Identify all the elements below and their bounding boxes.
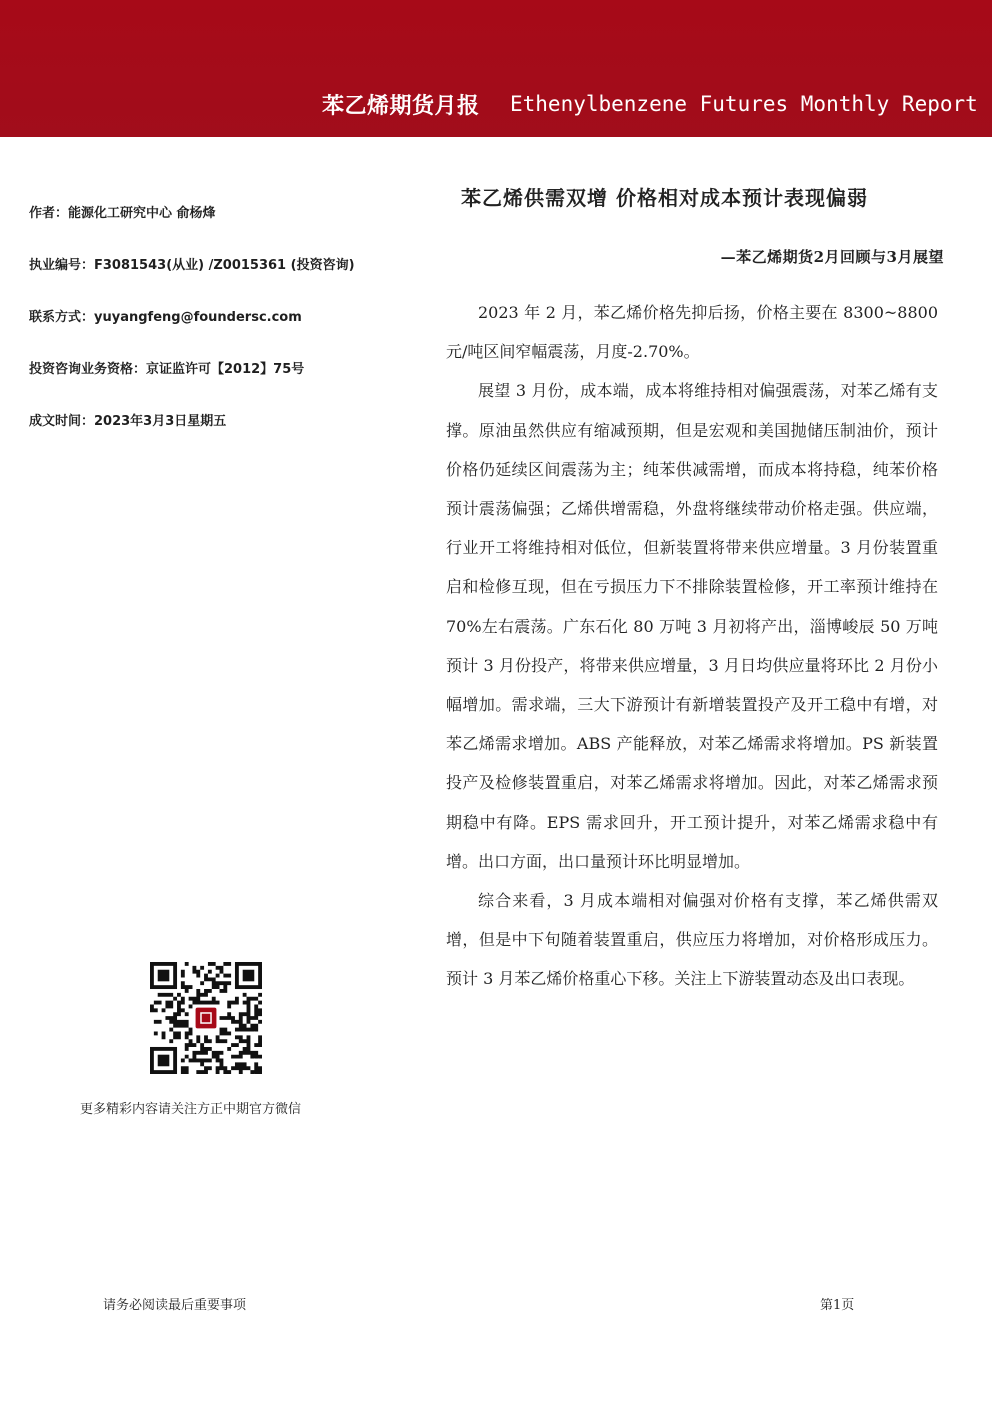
article-subheadline: —苯乙烯期货2月回顾与3月展望 xyxy=(720,248,944,266)
report-title-en: Ethenylbenzene Futures Monthly Report xyxy=(510,92,978,116)
paragraph: 2023 年 2 月，苯乙烯价格先抑后扬，价格主要在 8300~8800 元/吨区间窄幅震荡，月度-2.70%。 xyxy=(446,303,938,362)
wechat-qr-code xyxy=(150,962,262,1074)
article-body xyxy=(446,293,938,999)
page-number: 第1页 xyxy=(820,1298,855,1313)
footer-notice: 请务必阅读最后重要事项 xyxy=(103,1298,247,1313)
paragraph: 展望 3 月份，成本端，成本将维持相对偏强震荡，对苯乙烯有支撑。原油虽然供应有缩减预期，但是宏观和美国抛储压制油价，预计价格仍延续区间震荡为主；纯苯供减需增，而成本将持稳，纯苯价格预计震荡偏强；乙烯供增需稳，外盘将继续带动价格走强。供应端，行业开工将维持相对低位，但新装置将带来供应增量。3 月份装置重启和检修互现，但在亏损压力下不排除装置检修，开工率预计维持在 70%左右震荡。广东石化 80 万吨 3 月初将产出，淄博峻辰 50 万吨预计 3 月份投产，将带来供应增量，3 月日均供应量将环比 2 月份小幅增加。需求端，三大下游预计有新增装置投产及开工稳中有增，对苯乙烯需求增加。ABS 产能释放，对苯乙烯需求将增加。PS 新装置投产及检修装置重启，对苯乙烯需求将增加。因此，对苯乙烯需求预期稳中有降。EPS 需求回升，开工预计提升，对苯乙烯需求稳中有增。出口方面，出口量预计环比明显增加。 xyxy=(446,381,938,871)
qr-code-icon xyxy=(150,962,262,1074)
meta-contact: 联系方式：yuyangfeng@foundersc.com xyxy=(29,310,302,325)
article-headline: 苯乙烯供需双增 价格相对成本预计表现偏弱 xyxy=(461,186,868,210)
meta-qualification: 投资咨询业务资格：京证监许可【2012】75号 xyxy=(29,362,305,377)
paragraph: 综合来看，3 月成本端相对偏强对价格有支撑，苯乙烯供需双增，但是中下旬随着装置重启，供应压力将增加，对价格形成压力。预计 3 月苯乙烯价格重心下移。关注上下游装置动态及出口表现。 xyxy=(446,891,938,989)
report-title-cn: 苯乙烯期货月报 xyxy=(322,94,480,119)
meta-date: 成文时间：2023年3月3日星期五 xyxy=(29,414,227,429)
header-banner xyxy=(0,0,992,137)
qr-caption: 更多精彩内容请关注方正中期官方微信 xyxy=(80,1102,302,1117)
meta-license: 执业编号：F3081543(从业) /Z0015361 (投资咨询) xyxy=(29,258,355,273)
meta-author: 作者：能源化工研究中心 俞杨烽 xyxy=(29,206,216,221)
